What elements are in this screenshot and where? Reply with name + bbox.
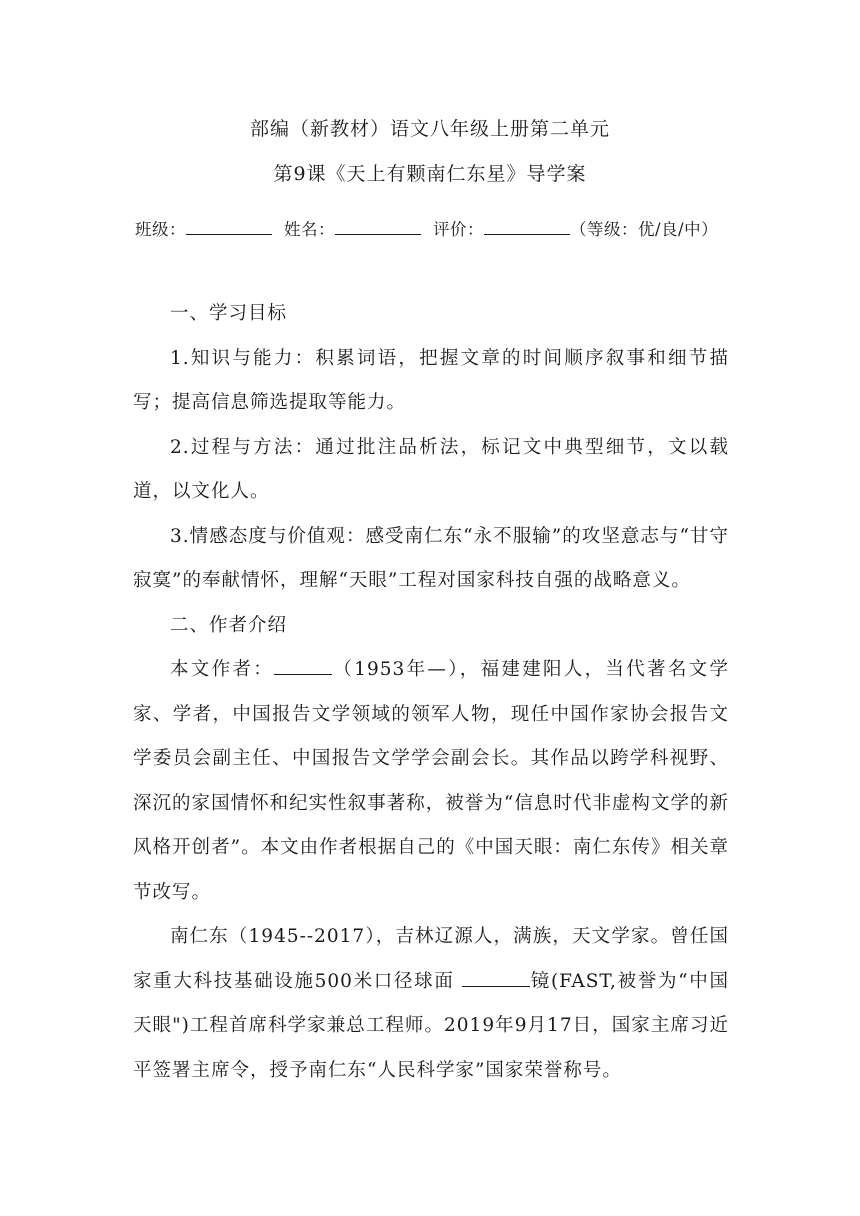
class-blank — [186, 220, 272, 235]
grade-note: （等级：优/良/中） — [570, 220, 719, 239]
telescope-blank — [462, 968, 530, 987]
class-label: 班级： — [135, 220, 186, 239]
section-heading-goals: 一、学习目标 — [170, 303, 288, 324]
nanrendong-intro-rest: 镜(FAST,被誉为“中国天眼")工程首席科学家兼总工程师。2019年9月17日，国家主席习近平签署主席令，授予南仁东“人民科学家”国家荣誉称号。 — [133, 970, 729, 1081]
author-paragraph — [133, 648, 729, 915]
author-intro-rest: （1953年—），福建建阳人，当代著名文学家、学者，中国报告文学领域的领军人物，现任中国作家协会报告文学委员会副主任、中国报告文学学会副会长。其作品以跨学科视野、深沉的家国情怀和纪实性叙事著称，被誉为“信息时代非虚构文学的新风格开创者”。本文由作者根据自己的《中国天眼：南仁东传》相关章节改写。 — [133, 659, 729, 903]
name-blank — [335, 220, 421, 235]
goal-process: 2.过程与方法：通过批注品析法，标记文中典型细节，文以载道，以文化人。 — [133, 436, 729, 502]
student-info-line — [135, 216, 718, 240]
section-heading-author: 二、作者介绍 — [170, 614, 288, 636]
name-label: 姓名： — [284, 220, 335, 239]
nanrendong-intro-start: 南仁东（1945--2017），吉林辽源人，满族，天文学家。曾任国家重大科技基础设施500米口径球面 — [133, 926, 729, 992]
eval-label: 评价： — [433, 220, 484, 239]
document-title: 部编（新教材）语文八年级上册第二单元 — [249, 118, 610, 140]
nanrendong-paragraph — [133, 915, 729, 1093]
author-name-blank — [274, 656, 332, 675]
goal-knowledge: 1.知识与能力：积累词语，把握文章的时间顺序叙事和细节描写；提高信息筛选提取等能力。 — [133, 347, 729, 413]
document-body — [133, 292, 729, 1093]
goal-emotion: 3.情感态度与价值观：感受南仁东“永不服输”的攻坚意志与“甘守寂寞”的奉献情怀，理解“天眼”工程对国家科技自强的战略意义。 — [133, 525, 729, 591]
author-intro-start: 本文作者： — [170, 659, 275, 680]
lesson-title: 第9课《天上有颗南仁东星》导学案 — [273, 163, 587, 185]
eval-blank — [484, 220, 570, 235]
